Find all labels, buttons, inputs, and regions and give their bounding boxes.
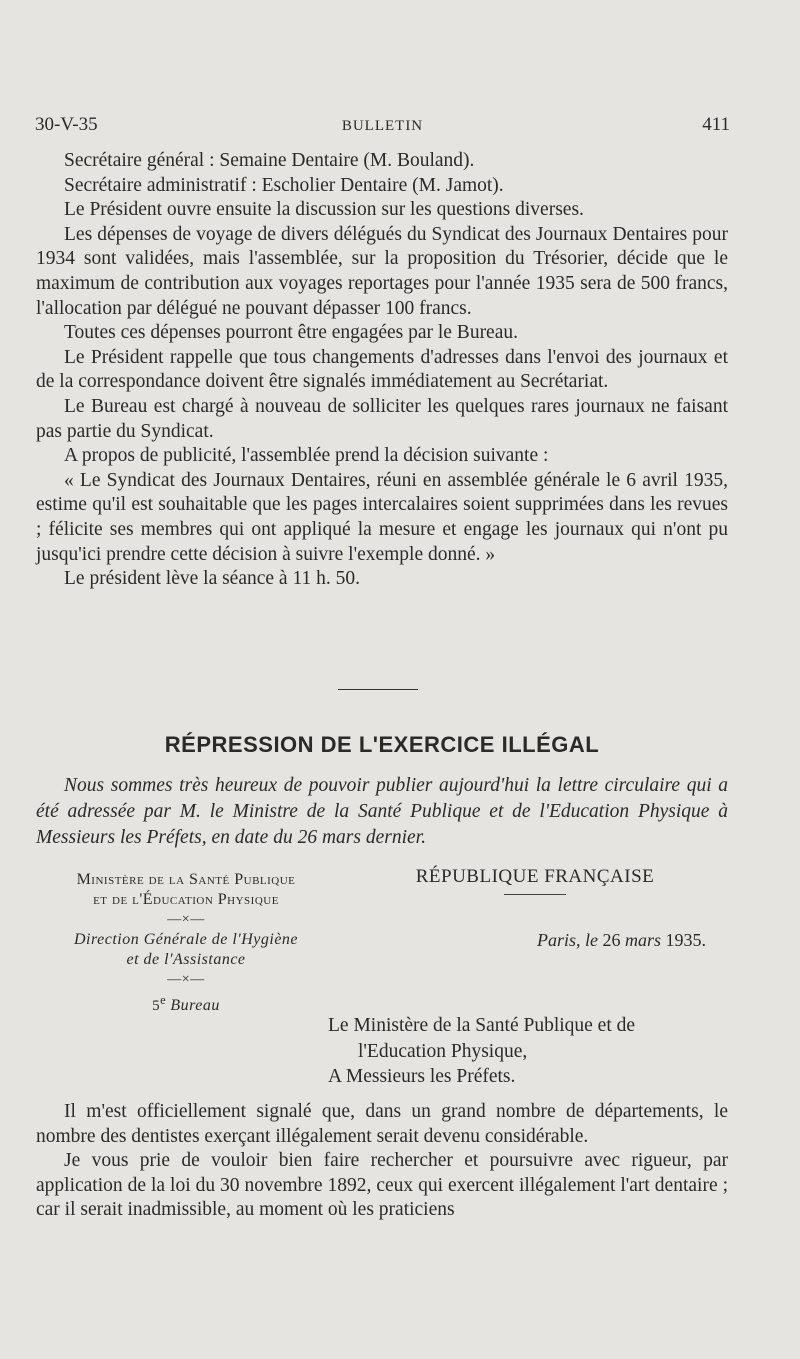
paragraph: Le président lève la séance à 11 h. 50. xyxy=(64,568,360,590)
section-divider xyxy=(338,689,418,690)
section-title: RÉPRESSION DE L'EXERCICE ILLÉGAL xyxy=(164,732,600,757)
addressee-line-3: A Messieurs les Préfets. xyxy=(328,1066,516,1087)
separator: —×— xyxy=(167,912,205,927)
separator: —×— xyxy=(167,972,205,987)
bureau-superscript: e xyxy=(160,993,167,1007)
paragraph: Je vous prie de vouloir bien faire rechercher et poursuivre avec rigueur, par application de la loi du 30 novembre 1892, ceux qui exercent illégalement l'art dentaire ; car il serait inadmissible, au moment où les praticiens xyxy=(36,1150,728,1221)
bureau-number: 5 xyxy=(152,998,161,1014)
paragraph: Secrétaire administratif : Escholier Dentaire (M. Jamot). xyxy=(64,174,504,196)
direction-line-2: et de l'Assistance xyxy=(126,951,246,968)
section-intro xyxy=(36,773,728,851)
letter-text xyxy=(36,1100,728,1223)
paragraph: Il m'est officiellement signalé que, dans un grand nombre de départements, le nombre des dentistes exerçant illégalement serait devenu considérable. xyxy=(36,1101,728,1147)
ministry-line-2: et de l'Éducation Physique xyxy=(93,891,279,908)
republic-rule xyxy=(504,894,566,895)
paragraph: Les dépenses de voyage de divers délégués du Syndicat des Journaux Dentaires pour 1934 sont validées, mais l'assemblée, sur la proposition du Trésorier, décide que le maximum de contribution aux voyages reportages pour l'année 1935 sera de 500 francs, l'allocation par délégué ne pouvant dépasser 100 francs. xyxy=(36,223,728,319)
paragraph: Secrétaire général : Semaine Dentaire (M. Bouland). xyxy=(64,150,475,171)
paragraph: Toutes ces dépenses pourront être engagées par le Bureau. xyxy=(64,322,518,344)
dateline-year: 1935. xyxy=(665,930,706,950)
minutes-text xyxy=(36,149,728,592)
intro-paragraph: Nous sommes très heureux de pouvoir publier aujourd'hui la lettre circulaire qui a été adressée par M. le Ministre de la Santé Publique et de l'Education Physique à Messieurs les Préfets, en date du 26 mars dernier. xyxy=(36,775,728,848)
addressee-block xyxy=(328,1013,736,1090)
header-journal: BULLETIN xyxy=(341,118,424,134)
page-number: 411 xyxy=(702,114,730,135)
paragraph: A propos de publicité, l'assemblée prend la décision suivante : xyxy=(64,445,549,467)
ministry-line-1: Ministère de la Santé Publique xyxy=(76,871,296,888)
dateline-day: 26 xyxy=(602,930,621,950)
dateline-place: Paris, le xyxy=(536,930,598,950)
addressee-line-1: Le Ministère de la Santé Publique et de xyxy=(328,1015,636,1036)
dateline xyxy=(537,930,706,951)
header-date: 30-V-35 xyxy=(35,114,98,135)
addressee-line-2: l'Education Physique, xyxy=(358,1040,528,1062)
republic-block xyxy=(380,866,690,895)
direction-line-1: Direction Générale de l'Hygiène xyxy=(73,931,299,948)
bureau-line xyxy=(36,990,336,1016)
bureau-label: Bureau xyxy=(170,997,220,1014)
republic-title: RÉPUBLIQUE FRANÇAISE xyxy=(415,866,655,887)
paragraph: Le Président ouvre ensuite la discussion sur les questions diverses. xyxy=(64,199,584,221)
paragraph: Le Bureau est chargé à nouveau de solliciter les quelques rares journaux ne faisant pas partie du Syndicat. xyxy=(36,395,728,442)
ministry-block xyxy=(36,870,336,1016)
paragraph: « Le Syndicat des Journaux Dentaires, réuni en assemblée générale le 6 avril 1935, estime qu'il est souhaitable que les pages intercalaires soient supprimées dans les revues ; félicite ses membres qui ont appliqué la mesure et engage les journaux qui n'ont pu jusqu'ici prendre cette décision à suivre l'exemple donné. » xyxy=(36,469,728,565)
paragraph: Le Président rappelle que tous changements d'adresses dans l'envoi des journaux et de la correspondance doivent être signalés immédiatement au Secrétariat. xyxy=(36,346,728,393)
dateline-month: mars xyxy=(624,930,661,950)
